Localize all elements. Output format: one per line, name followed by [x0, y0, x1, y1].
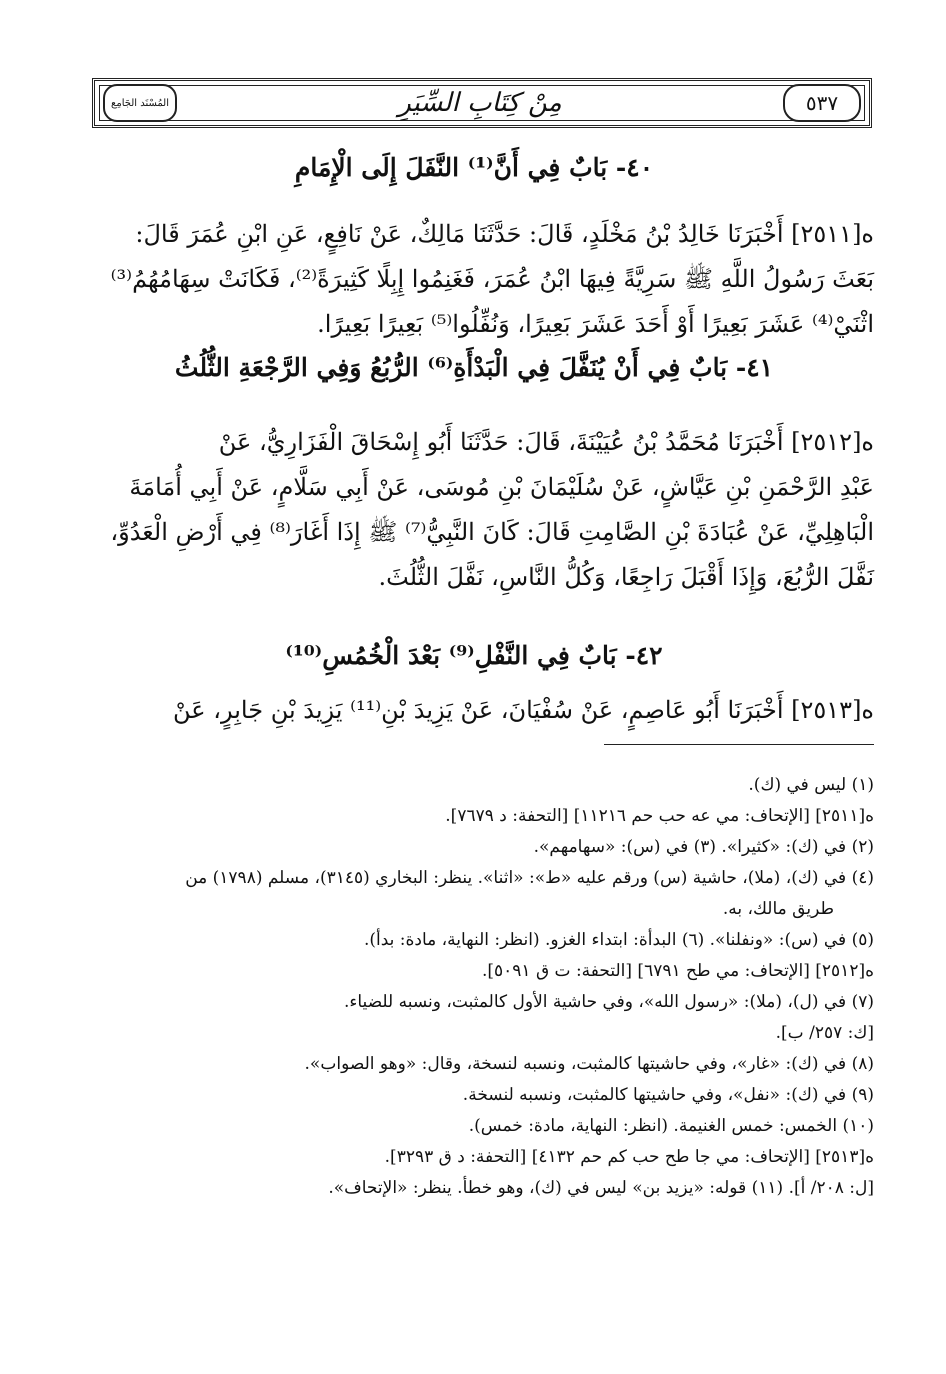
page-number: ٥٣٧	[783, 84, 861, 122]
text-line: عَبْدِ الرَّحْمَنِ بْنِ عَيَّاشٍ، عَنْ سُلَيْمَانَ بْنِ مُوسَى، عَنْ أَبِي سَلَّامٍ، عَنْ أَبِي أُمَامَةَ	[129, 473, 874, 501]
footnote: ه[٢٥١١] [الإتحاف: مي عه حب حم ١١٢١٦] [التحفة: د ٧٦٧٩].	[445, 806, 874, 826]
footnote: [ل: ٢٠٨/ أ]. (١١) قوله: «يزيد بن» ليس في (ك)، وهو خطأ. ينظر: «الإتحاف».	[328, 1178, 874, 1198]
footnotes	[64, 770, 874, 1204]
footnote: طريق مالك، به.	[722, 899, 834, 919]
footnote-divider	[604, 744, 874, 745]
hadith-2512	[74, 420, 874, 600]
footnote: (٥) في (س): «ونفلنا». (٦) البدأة: ابتداء الغزو. (انظر: النهاية، مادة: بدأ).	[363, 930, 874, 950]
footnote: (٨) في (ك): «غار»، وفي حاشيتها كالمثبت، ونسبه لنسخة، وقال: «وهو الصواب».	[304, 1054, 874, 1074]
chapter-title: مِنْ كِتَابِ السِّيَرِ	[384, 88, 575, 118]
section-heading: ٤١- بَابٌ فِي أَنْ يُنَفَّلَ فِي الْبَدْأَةِ⁽⁶⁾ الرُّبُعُ وَفِي الرَّجْعَةِ الثُّلُثُ	[174, 353, 774, 382]
text-line: الْبَاهِلِيِّ، عَنْ عُبَادَةَ بْنِ الصَّامِتِ قَالَ: كَانَ النَّبِيُّ⁽⁷⁾ ﷺ إِذَا أَغَارَ⁽⁸⁾ فِي أَرْضِ الْعَدُوِّ،	[110, 518, 874, 546]
footnote: (٩) في (ك): «نفل»، وفي حاشيتها كالمثبت، ونسبه لنسخة.	[462, 1085, 874, 1105]
section-40	[74, 148, 874, 188]
hadith-2513	[74, 688, 874, 733]
text-line: اثْنَيْ⁽⁴⁾ عَشَرَ بَعِيرًا أَوْ أَحَدَ عَشَرَ بَعِيرًا، وَنُفِّلُوا⁽⁵⁾ بَعِيرًا بَعِيرًا.	[317, 310, 874, 338]
footnote: (٤) في (ك)، (ملا)، حاشية (س) ورقم عليه «ط»: «اثنا». ينظر: البخاري (٣١٤٥)، مسلم (١٧٩٨) من	[185, 868, 874, 888]
text-line: نَفَّلَ الرُّبُعَ، وَإِذَا أَقْبَلَ رَاجِعًا، وَكُلُّ النَّاسِ، نَفَّلَ الثُّلُثَ.	[378, 563, 874, 591]
page-header	[92, 78, 872, 128]
text-line: ه[٢٥١١] أَخْبَرَنَا خَالِدُ بْنُ مَخْلَدٍ، قَالَ: حَدَّثَنَا مَالِكٌ، عَنْ نَافِعٍ، عَنِ ابْنِ عُمَرَ قَالَ:	[135, 220, 874, 248]
footnote: (٧) في (ل)، (ملا): «رسول الله»، وفي حاشية الأول كالمثبت، ونسبه للضياء.	[343, 992, 874, 1012]
text-line: ه[٢٥١٣] أَخْبَرَنَا أَبُو عَاصِمٍ، عَنْ سُفْيَانَ، عَنْ يَزِيدَ بْنِ⁽¹¹⁾ يَزِيدَ بْنِ جَابِرٍ، عَنْ	[173, 696, 874, 724]
section-heading: ٤٢- بَابٌ فِي النَّفْلِ⁽⁹⁾ بَعْدَ الْخُمُسِ⁽¹⁰⁾	[285, 641, 663, 670]
section-heading: ٤٠- بَابٌ فِي أَنَّ⁽¹⁾ النَّفَلَ إِلَى الْإِمَامِ	[294, 153, 654, 182]
footnote: ه[٢٥١٢] [الإتحاف: مي طح ٦٧٩١] [التحفة: ت ق ٥٠٩١].	[481, 961, 874, 981]
text-line: بَعَثَ رَسُولُ اللَّهِ ﷺ سَرِيَّةً فِيهَا ابْنُ عُمَرَ، فَغَنِمُوا إِبِلًا كَثِيرَةً⁽²⁾، فَكَانَتْ سِهَامُهُمُ⁽³⁾	[110, 265, 874, 293]
section-42	[74, 636, 874, 676]
footnote: ه[٢٥١٣] [الإتحاف: مي جا طح حب كم حم ٤١٣٢] [التحفة: د ق ٣٢٩٣].	[384, 1147, 874, 1167]
footnote: [ك: ٢٥٧/ ب].	[775, 1023, 874, 1043]
footnote: (١) ليس في (ك).	[748, 775, 874, 795]
hadith-2511	[74, 212, 874, 347]
text-line: ه[٢٥١٢] أَخْبَرَنَا مُحَمَّدُ بْنُ عُيَيْنَةَ، قَالَ: حَدَّثَنَا أَبُو إِسْحَاقَ الْفَزَارِيُّ، عَنْ	[218, 428, 874, 456]
book-seal-logo: المُسْنَد الجَامِع	[103, 84, 177, 122]
footnote: (١٠) الخمس: خمس الغنيمة. (انظر: النهاية، مادة: خمس).	[468, 1116, 874, 1136]
section-41	[74, 348, 874, 388]
footnote: (٢) في (ك): «كثيرا». (٣) في (س): «سهامهم».	[533, 837, 874, 857]
